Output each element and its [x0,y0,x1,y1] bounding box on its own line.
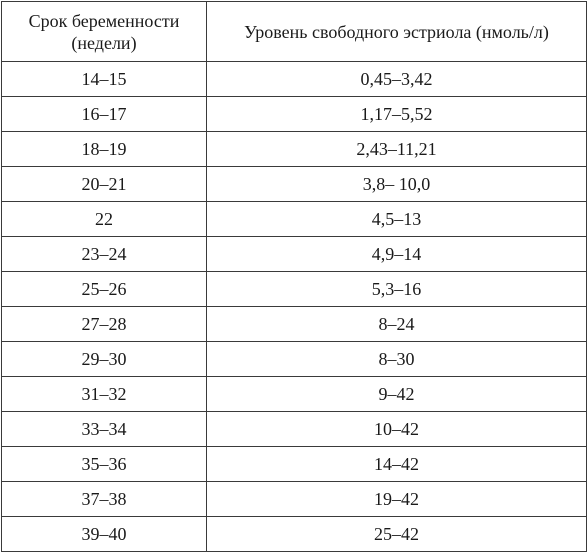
cell-gestation-weeks: 27–28 [2,307,207,342]
cell-estriol-level: 0,45–3,42 [207,62,587,97]
cell-gestation-weeks: 37–38 [2,482,207,517]
cell-gestation-weeks: 14–15 [2,62,207,97]
table-header [2,2,587,62]
table-row [2,377,587,412]
table-row [2,517,587,552]
cell-gestation-weeks: 23–24 [2,237,207,272]
table-row [2,97,587,132]
cell-estriol-level: 3,8– 10,0 [207,167,587,202]
header-gestation-unit: (недели) [71,32,137,53]
estriol-table [1,1,587,552]
cell-gestation-weeks: 18–19 [2,132,207,167]
cell-estriol-level: 8–24 [207,307,587,342]
header-estriol-level: Уровень свободного эстриола (нмоль/л) [207,2,587,62]
cell-gestation-weeks: 25–26 [2,272,207,307]
cell-estriol-level: 2,43–11,21 [207,132,587,167]
cell-estriol-level: 5,3–16 [207,272,587,307]
table-row [2,307,587,342]
cell-gestation-weeks: 33–34 [2,412,207,447]
table-row [2,167,587,202]
header-gestation-weeks [2,2,207,62]
table-row [2,482,587,517]
cell-estriol-level: 4,5–13 [207,202,587,237]
cell-estriol-level: 14–42 [207,447,587,482]
table-body [2,62,587,552]
table-row [2,447,587,482]
cell-gestation-weeks: 22 [2,202,207,237]
header-row [2,2,587,62]
header-gestation-label: Срок беременности [28,10,180,31]
table-row [2,62,587,97]
cell-estriol-level: 10–42 [207,412,587,447]
cell-estriol-level: 19–42 [207,482,587,517]
cell-gestation-weeks: 29–30 [2,342,207,377]
cell-estriol-level: 25–42 [207,517,587,552]
cell-estriol-level: 8–30 [207,342,587,377]
table-row [2,342,587,377]
table-row [2,237,587,272]
cell-gestation-weeks: 35–36 [2,447,207,482]
table-row [2,132,587,167]
cell-gestation-weeks: 16–17 [2,97,207,132]
table-row [2,412,587,447]
table-row [2,202,587,237]
cell-gestation-weeks: 20–21 [2,167,207,202]
cell-estriol-level: 1,17–5,52 [207,97,587,132]
cell-estriol-level: 9–42 [207,377,587,412]
cell-estriol-level: 4,9–14 [207,237,587,272]
cell-gestation-weeks: 39–40 [2,517,207,552]
cell-gestation-weeks: 31–32 [2,377,207,412]
table-row [2,272,587,307]
